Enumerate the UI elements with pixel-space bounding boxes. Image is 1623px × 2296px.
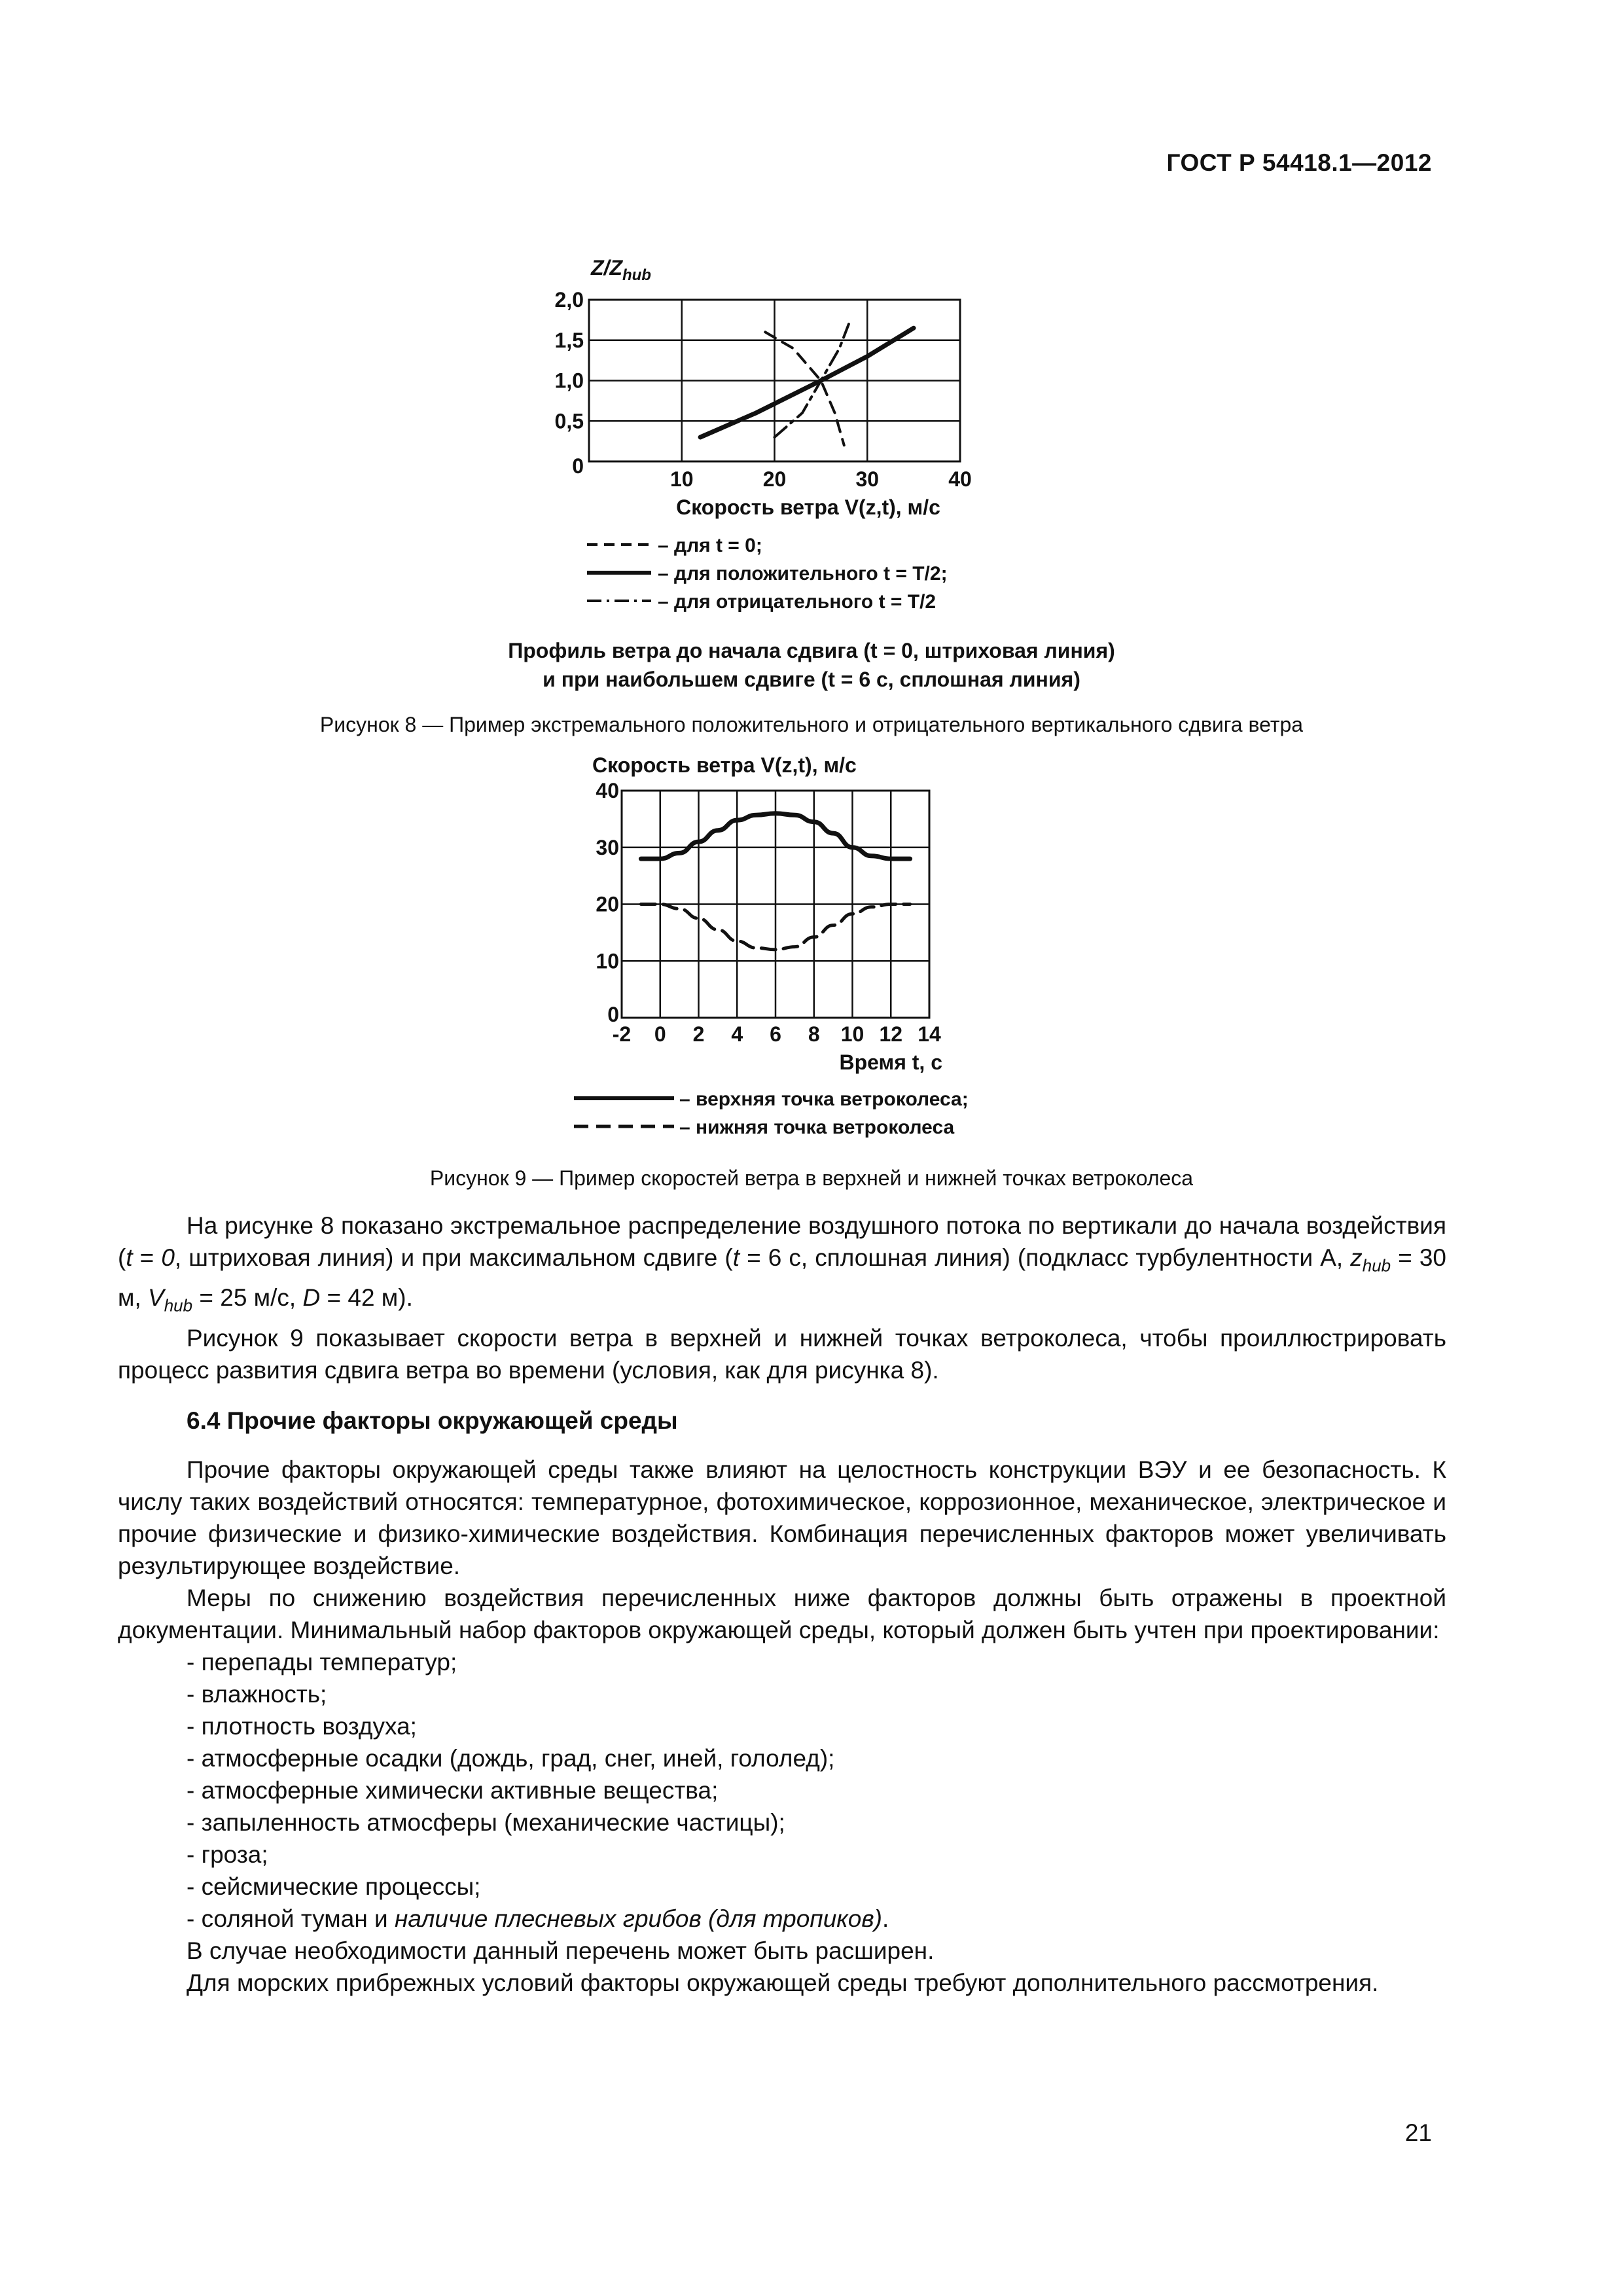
- fig8-y-tick-label: 1,0: [554, 368, 584, 393]
- fig9-x-tick-label: 6: [770, 1022, 781, 1046]
- fig8-y-axis-label: $Z/Z_{hub}$: [591, 256, 651, 284]
- fig9-y-tick-label: 0: [607, 1003, 619, 1026]
- fig8-x-tick-label: 40: [948, 467, 972, 491]
- fig8-y-tick-label: 1,5: [554, 328, 584, 352]
- fig9-legend-item: – нижняя точка ветроколеса: [679, 1117, 955, 1138]
- list-item: - атмосферные осадки (дождь, град, снег, иней, гололед);: [187, 1744, 835, 1772]
- list-item: - перепады температур;: [187, 1648, 457, 1676]
- fig9-y-tick-label: 20: [596, 892, 619, 916]
- fig9-x-tick-label: 2: [692, 1022, 705, 1046]
- fig9-caption: Рисунок 9 — Пример скоростей ветра в верхней и нижней точках ветроколеса: [429, 1166, 1194, 1190]
- document-code: ГОСТ Р 54418.1—2012: [1166, 149, 1432, 176]
- fig9-x-tick-label: 4: [731, 1022, 743, 1046]
- fig9-y-tick-label: 30: [596, 835, 619, 859]
- body-text: [118, 1210, 1446, 1999]
- page-number: 21: [1404, 2119, 1432, 2146]
- fig8-x-tick-label: 20: [762, 467, 787, 491]
- fig9-x-tick-label: 12: [879, 1022, 903, 1046]
- list-item: - атмосферные химически активные вещества;: [187, 1776, 719, 1804]
- fig9-legend-item: – верхняя точка ветроколеса;: [679, 1088, 969, 1110]
- paragraph: На рисунке 8 показано экстремальное распределение воздушного потока по вертикали до начала воздействия (t = 0, штриховая линия) и при максимальном сдвиге (t = 6 с, сплошная линия) (подкласс турбулентности А, $z_{hub} = 30$ м, $V_{hub} = 25$ м/с, D = 42 м).: [118, 1212, 1446, 1316]
- fig9-x-axis-label: Время t, с: [839, 1050, 942, 1074]
- fig8-x-tick-label: 10: [669, 467, 694, 491]
- fig9-x-tick-label: 10: [840, 1022, 865, 1046]
- fig8-subcaption: Профиль ветра до начала сдвига (t = 0, штриховая линия) и при наибольшем сдвиге (t = 6 с, сплошная линия): [508, 639, 1115, 691]
- fig8-x-tick-label: 30: [855, 467, 880, 491]
- list-item: - плотность воздуха;: [187, 1712, 417, 1740]
- factor-list: [118, 1646, 1446, 1935]
- list-item: - сейсмические процессы;: [187, 1873, 481, 1900]
- fig9-legend: [574, 1088, 969, 1138]
- fig9-x-tick-label: 14: [918, 1022, 941, 1046]
- list-item: - влажность;: [187, 1680, 327, 1708]
- fig8-x-axis-label: Скорость ветра V(z,t), м/с: [676, 495, 940, 519]
- figure-9: [0, 753, 1623, 1158]
- fig8-legend-item: – для положительного t = T/2;: [658, 563, 948, 584]
- fig8-legend-item: – для отрицательного t = T/2: [658, 591, 936, 613]
- paragraph: Прочие факторы окружающей среды также влияют на целостность конструкции ВЭУ и ее безопасность. К числу таких воздействий относятся: температурное, фотохимическое, коррозионное, механическое, электрическое и прочие физические и физико-химические воздействия. Комбинация перечисленных факторов может увеличивать результирующее воздействие.: [118, 1456, 1446, 1579]
- fig8-legend: [587, 535, 948, 613]
- fig8-caption: Рисунок 8 — Пример экстремального положительного и отрицательного вертикального сдвига ветра: [319, 713, 1304, 736]
- fig9-x-tick-label: 0: [654, 1022, 666, 1046]
- list-item: - запыленность атмосферы (механические частицы);: [187, 1808, 785, 1836]
- fig9-x-tick-label: -2: [612, 1022, 632, 1046]
- list-item: - соляной туман и наличие плесневых грибов (для тропиков).: [187, 1905, 889, 1932]
- fig9-x-tick-label: 8: [808, 1022, 820, 1046]
- fig8-y-tick-label: 0: [572, 454, 584, 478]
- list-item: - гроза;: [187, 1840, 268, 1868]
- section-title: 6.4 Прочие факторы окружающей среды: [187, 1407, 678, 1434]
- paragraph: Меры по снижению воздействия перечисленных ниже факторов должны быть отражены в проектной документации. Минимальный набор факторов окружающей среды, который должен быть учтен при проектировании:: [118, 1584, 1446, 1643]
- fig9-y-tick-label: 10: [596, 949, 619, 973]
- paragraph: Для морских прибрежных условий факторы окружающей среды требуют дополнительного рассмотрения.: [187, 1969, 1379, 1996]
- fig9-y-axis-label: Скорость ветра V(z,t), м/с: [592, 753, 857, 777]
- figure-9-chart: [0, 753, 1623, 1158]
- fig9-y-tick-label: 40: [596, 779, 619, 802]
- paragraph: Рисунок 9 показывает скорости ветра в верхней и нижней точках ветроколеса, чтобы проиллюстрировать процесс развития сдвига ветра во времени (условия, как для рисунка 8).: [118, 1324, 1446, 1384]
- fig8-legend-item: – для t = 0;: [658, 535, 762, 556]
- fig8-y-tick-label: 2,0: [554, 288, 584, 312]
- paragraph: В случае необходимости данный перечень может быть расширен.: [187, 1937, 935, 1964]
- fig8-y-tick-label: 0,5: [554, 409, 584, 433]
